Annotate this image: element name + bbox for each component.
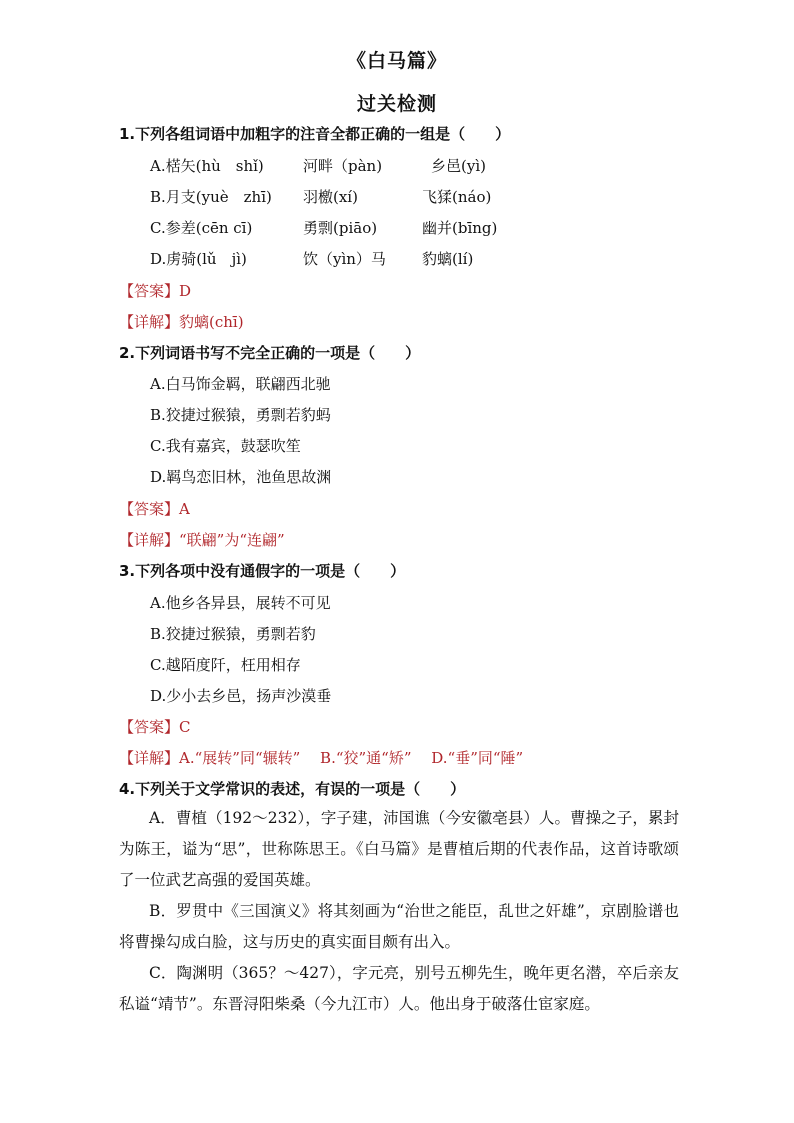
answer-value: D	[179, 282, 192, 300]
q3-option-d: D.少小去乡邑，扬声沙漠垂	[150, 687, 332, 705]
q1-option-a-3: 乡邑(yì)	[431, 157, 486, 175]
answer-value: C	[179, 718, 191, 736]
q2-option-b: B.狡捷过猴猿，勇剽若豹蚂	[150, 406, 331, 424]
answer-tag: 【答案】	[119, 500, 180, 518]
q2-answer	[119, 498, 190, 519]
detail-tag: 【详解】	[119, 313, 180, 331]
detail-tag: 【详解】	[119, 531, 180, 549]
q1-option-c-3: 幽并(bīng)	[422, 219, 498, 237]
question-2-stem: 2.下列词语书写不完全正确的一项是（ ）	[119, 344, 421, 362]
q1-option-d-2: 饮（yìn）马	[303, 250, 386, 268]
q2-detail	[119, 529, 285, 550]
q3-option-c: C.越陌度阡，枉用相存	[150, 656, 301, 674]
q1-option-b-2: 羽檄(xí)	[303, 188, 358, 206]
answer-tag: 【答案】	[119, 282, 180, 300]
q2-option-d: D.羁鸟恋旧林，池鱼思故渊	[150, 468, 332, 486]
q1-option-b-3: 飞猱(náo)	[422, 188, 492, 206]
q2-option-a: A.白马饰金羁，联翩西北驰	[150, 375, 331, 393]
q4-paragraph-a: A．曹植（192～232），字子建，沛国谯（今安徽亳县）人。曹操之子，累封为陈王，谥为“思”，世称陈思王。《白马篇》是曹植后期的代表作品，这首诗歌颂了一位武艺高强的爱国英雄。	[119, 809, 679, 889]
q1-option-a-2: 河畔（pàn)	[303, 157, 383, 175]
answer-value: A	[179, 500, 190, 518]
q3-option-b: B.狡捷过猴猿，勇剽若豹	[150, 625, 316, 643]
q1-option-c-2: 勇剽(piāo)	[303, 219, 378, 237]
q1-detail	[119, 311, 244, 332]
detail-value: 豹螭(chī)	[179, 313, 244, 331]
q3-answer	[119, 716, 191, 737]
question-4-stem: 4.下列关于文学常识的表述，有误的一项是（ ）	[119, 780, 466, 798]
question-1-stem: 1.下列各组词语中加粗字的注音全都正确的一组是（ ）	[119, 125, 511, 143]
q1-option-a-1: A.楛矢(hù shǐ)	[150, 157, 264, 175]
question-3-stem: 3.下列各项中没有通假字的一项是（ ）	[119, 562, 406, 580]
q3-option-a: A.他乡各异县，展转不可见	[150, 594, 331, 612]
page-subtitle: 过关检测	[356, 93, 437, 115]
q1-option-d-1: D.虏骑(lǔ jì)	[150, 250, 247, 268]
q1-option-b-1: B.月支(yuè zhī)	[150, 188, 272, 206]
q1-answer	[119, 280, 191, 301]
q4-paragraph-c: C．陶渊明（365？～427），字元亮，别号五柳先生，晚年更名潜，卒后亲友私谥“靖节”。东晋浔阳柴桑（今九江市）人。他出身于破落仕宦家庭。	[119, 964, 679, 1013]
page-title: 《白马篇》	[346, 50, 447, 72]
q1-option-d-3: 豹螭(lí)	[422, 250, 474, 268]
answer-tag: 【答案】	[119, 718, 180, 736]
detail-value: “联翩”为“连翩”	[179, 531, 285, 549]
q2-option-c: C.我有嘉宾，鼓瑟吹笙	[150, 437, 301, 455]
q4-paragraph-b: B．罗贯中《三国演义》将其刻画为“治世之能臣，乱世之奸雄”，京剧脸谱也将曹操勾成白脸，这与历史的真实面目颇有出入。	[119, 902, 679, 951]
detail-tag: 【详解】	[119, 749, 180, 767]
q3-detail	[119, 747, 523, 768]
detail-value: A.“展转”同“辗转” B.“狡”通“矫” D.“垂”同“陲”	[179, 749, 524, 767]
q1-option-c-1: C.参差(cēn cī)	[150, 219, 253, 237]
